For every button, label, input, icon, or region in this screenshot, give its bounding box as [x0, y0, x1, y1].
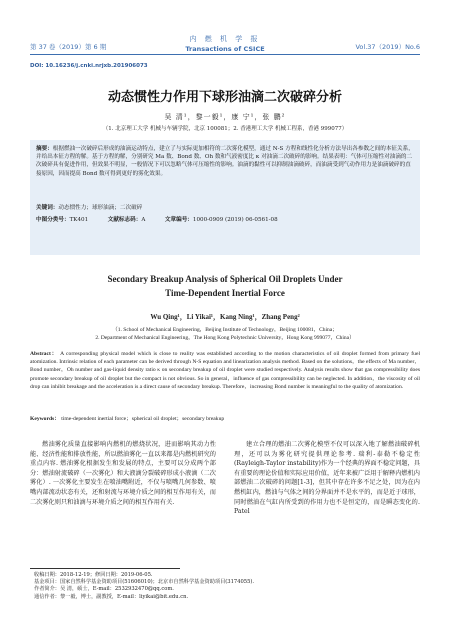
footnotes — [34, 572, 254, 601]
classification-line — [36, 216, 414, 224]
volume-left: 第 37 卷（2019）第 6 期 — [30, 43, 107, 51]
title-en-line2: Time-Dependent Inertial Force — [165, 288, 285, 298]
authors-cn: 吴 清¹，黎一毅¹，康 宁¹，张 鹏² — [164, 113, 286, 121]
abstract-label-en: Abstract： — [30, 351, 59, 357]
keywords-cn — [36, 204, 414, 212]
volume-right: Vol.37（2019）No.6 — [355, 43, 420, 51]
body-column-right: 建立合理的燃油二次雾化模型不仅可以深入地了解燃油破碎机理，还可以为雾化研究提供理论参考. 瑞利-泰勒不稳定性(Rayleigh-Taylor instability)作为一个经典的界面不稳定问题，具有重要的理论价值和实际应用价值，近年来被广泛用于解释内燃机内部燃油二次破碎的问题[1-3]，但其中存在许多不足之处，因为在内燃机缸内，燃油与气体之间的分界面并不是水平的，而是近于球形，同时燃油在气缸内所受到的作用力也不是恒定的，而是瞬态变化的. Patel — [234, 441, 420, 516]
journal-name-en: Transactions of CSICE — [185, 45, 265, 53]
affiliation-en-line2: 2. Department of Mechanical Engineering，The Hong Kong Polytechnic University，Hong Kong 999077，China） — [95, 335, 355, 341]
clc-label: 中图分类号： — [36, 217, 70, 223]
abstract-label-cn: 摘要： — [36, 146, 53, 152]
abstract-box-cn — [30, 140, 420, 255]
body-column-left: 燃油雾化质量直接影响内燃机的燃烧状况，进而影响其动力性能、经济性能和排放性能，所以燃油雾化一直以来都是内燃机研究的重点内容. 燃油雾化根据发生和发展的特点，主要可以分成两个部分：燃油射流破碎（一次雾化）和大液滴分裂破碎形成小液滴（二次雾化）. 一次雾化主要发生在喷油嘴附近，不仅与喷嘴几何参数、喷嘴内部流动状态有关，还和射流与环境介质之间的相互作用有关，而二次雾化则只和油滴与环境介质之间的相互作用有关. — [30, 441, 216, 506]
doc-code-label: 文献标志码： — [107, 217, 142, 223]
doc-code-value: A — [141, 217, 146, 223]
title-cn: 动态惯性力作用下球形油滴二次破碎分析 — [107, 90, 342, 105]
article-id-label: 文章编号： — [164, 217, 193, 223]
keywords-label-en: Keywords： — [30, 416, 60, 422]
header-rule — [30, 54, 420, 55]
doi[interactable]: DOI: 10.16236/j.cnki.nrjxb.201906073 — [30, 63, 148, 69]
authors-en: Wu Qing¹，Li Yikai¹，Kang Ning¹，Zhang Peng² — [150, 313, 300, 321]
affiliation-en-line1: （1. School of Mechanical Engineering，Beijing Institute of Technology，Beijing 100081，China； — [112, 327, 338, 333]
footnote-corresponding: 通信作者：黎一毅，博士，副教授，E-mail：liyikai@bit.edu.cn. — [34, 593, 189, 600]
keywords-text-en: time-dependent inertial force；spherical oil droplet；secondary breakup — [61, 416, 225, 422]
affiliation-cn: （1. 北京理工大学 机械与车辆学院，北京 100081；2. 香港理工大学 机械工程系，香港 999077） — [102, 126, 348, 132]
keywords-label-cn: 关键词： — [36, 205, 59, 211]
abstract-text-cn: 根据燃油一次破碎后形成的油滴运动特点，建立了与实际更加相符的二次雾化模型，通过 N-S 方程和线性化分析方法导出各参数之间的本征关系，并给出本征方程的解。基于方程的解，分别研究 Ma 数、Bond 数、Oh 数和气液密度比 κ 对油滴二次破碎的影响。结果表明：气体可压缩性对油滴的二次破碎具有促进作用，但效果不明显，一般情况下可以忽略气体可压缩性的影响。油滴的黏性可以抑制油滴破碎，而油滴受到气动作用力是油滴破碎的直接原因，因而提高 Bond 数可得到更好的雾化效果。 — [36, 146, 414, 177]
abstract-cn — [36, 145, 414, 178]
footnote-author: 作者简介：吴 清，硕士，E-mail：2532932470@qq.com. — [34, 586, 174, 593]
journal-header — [0, 0, 450, 58]
title-en-line1: Secondary Breakup Analysis of Spherical Oil Droplets Under — [107, 274, 343, 284]
keywords-en — [30, 414, 420, 422]
footnote-rule — [30, 568, 180, 569]
abstract-text-en: A corresponding physical model which is close to reality was established according to the motion characteristics of oil droplet formed from primary fuel atomization. Intrinsic relation of each parameter can be derived through N-S equation and linearization analysis method. Based on the solutions，the effects of Ma number，Bond number，Oh number and gas-liquid density ratio κ on secondary breakup of oil droplet were studied respectively. Analysis results show that gas compressibility does promote secondary breakup of oil droplet but the compact is not obvious. So in general，influence of gas compressibility can be neglected. In addition，the viscosity of oil drop can inhibit breakage and the acceleration is a direct cause of secondary breakup. Therefore，increasing Bond number is meaningful to the quality of atomization. — [30, 351, 420, 390]
title-en — [0, 272, 450, 300]
footnote-fund: 基金项目：国家自然科学基金资助项目(51606010)；北京市自然科学基金资助项目(3174055). — [34, 579, 255, 586]
article-id-value: 1000-0909 (2019) 06-0561-08 — [192, 217, 278, 223]
keywords-text-cn: 动态惯性力；球形油滴；二次破碎 — [58, 205, 143, 211]
abstract-en — [30, 350, 420, 391]
affiliation-en — [30, 326, 420, 342]
clc-value: TK401 — [69, 217, 89, 223]
footnote-received: 收稿日期：2018-12-19；修回日期：2019-06-05. — [34, 572, 153, 578]
journal-name-cn: 内 燃 机 学 报 — [189, 35, 261, 43]
